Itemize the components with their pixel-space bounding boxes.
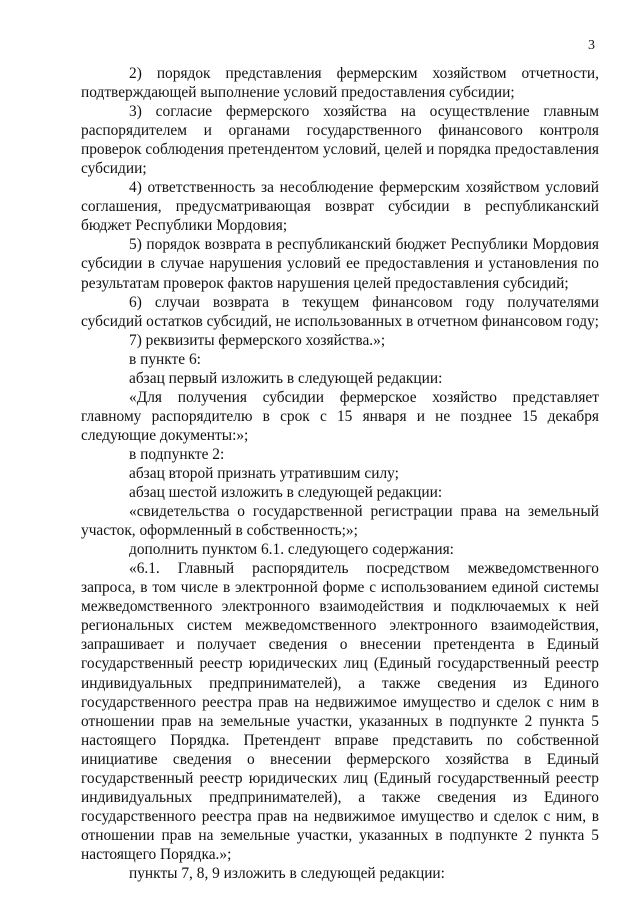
page-number: 3 [588,38,595,53]
paragraph-subclause-2: в подпункте 2: [129,445,225,463]
paragraph-clause-6: в пункте 6: [129,350,201,368]
paragraph-item-2: 2) порядок представления фермерским хозяйством отчетности, подтверждающей выполнение условий предоставления субсидии; [81,65,599,102]
paragraph-item-7: 7) реквизиты фермерского хозяйства.»; [129,331,386,349]
paragraph-clause-6-1: «6.1. Главный распорядитель посредством межведомственного запроса, в том числе в электронной форме с использованием единой системы межведомственного электронного взаимодействия и подключаемых к ней региональных систем межведомственного электронного взаимодействия, запрашивает и получает сведения о внесении претендента в Единый государственный реестр юридических лиц (Единый государственный реестр индивидуальных предпринимателей), а также сведения из Единого государственного реестра прав на недвижимое имущество и сделок с ним в отношении прав на земельные участки, указанных в подпункте 2 пункта 5 настоящего Порядка. Претендент вправе представить по собственной инициативе сведения о внесении фермерского хозяйства в Единый государственный реестр юридических лиц (Единый государственный реестр индивидуальных предпринимателей), а также сведения из Единого государственного реестра прав на недвижимое имущество и сделок с ним, в отношении прав на земельные участки, указанных в подпункте 2 пункта 5 настоящего Порядка.»; [81,560,599,863]
paragraph-quote-documents: «Для получения субсидии фермерское хозяйство представляет главному распорядителю в срок с 15 января и не позднее 15 декабря следующие документы:»; [81,388,599,444]
document-body [81,64,599,883]
paragraph-item-6: 6) случаи возврата в текущем финансовом году получателями субсидий остатков субсидий, не использованных в отчетном финансовом году; [81,293,599,330]
paragraph-sixth-abzac: абзац шестой изложить в следующей редакции: [129,484,443,502]
paragraph-second-abzac: абзац второй признать утратившим силу; [129,464,399,482]
paragraph-item-3: 3) согласие фермерского хозяйства на осуществление главным распорядителем и органами государственного финансового контроля проверок соблюдения претендентом условий, целей и порядка предоставления субсидии; [81,103,599,178]
paragraph-item-4: 4) ответственность за несоблюдение фермерским хозяйством условий соглашения, предусматривающая возврат субсидии в республиканский бюджет Республики Мордовия; [81,179,599,235]
paragraph-first-abzac: абзац первый изложить в следующей редакции: [129,369,443,387]
paragraph-item-5: 5) порядок возврата в республиканский бюджет Республики Мордовия субсидии в случае нарушения условий ее предоставления и установления по результатам проверок фактов нарушения целей предоставления субсидий; [81,236,599,292]
paragraph-add-6-1: дополнить пунктом 6.1. следующего содержания: [129,541,454,559]
paragraph-clauses-7-8-9: пункты 7, 8, 9 изложить в следующей редакции: [129,864,445,882]
paragraph-quote-certificate: «свидетельства о государственной регистрации права на земельный участок, оформленный в собственность;»; [81,503,599,540]
